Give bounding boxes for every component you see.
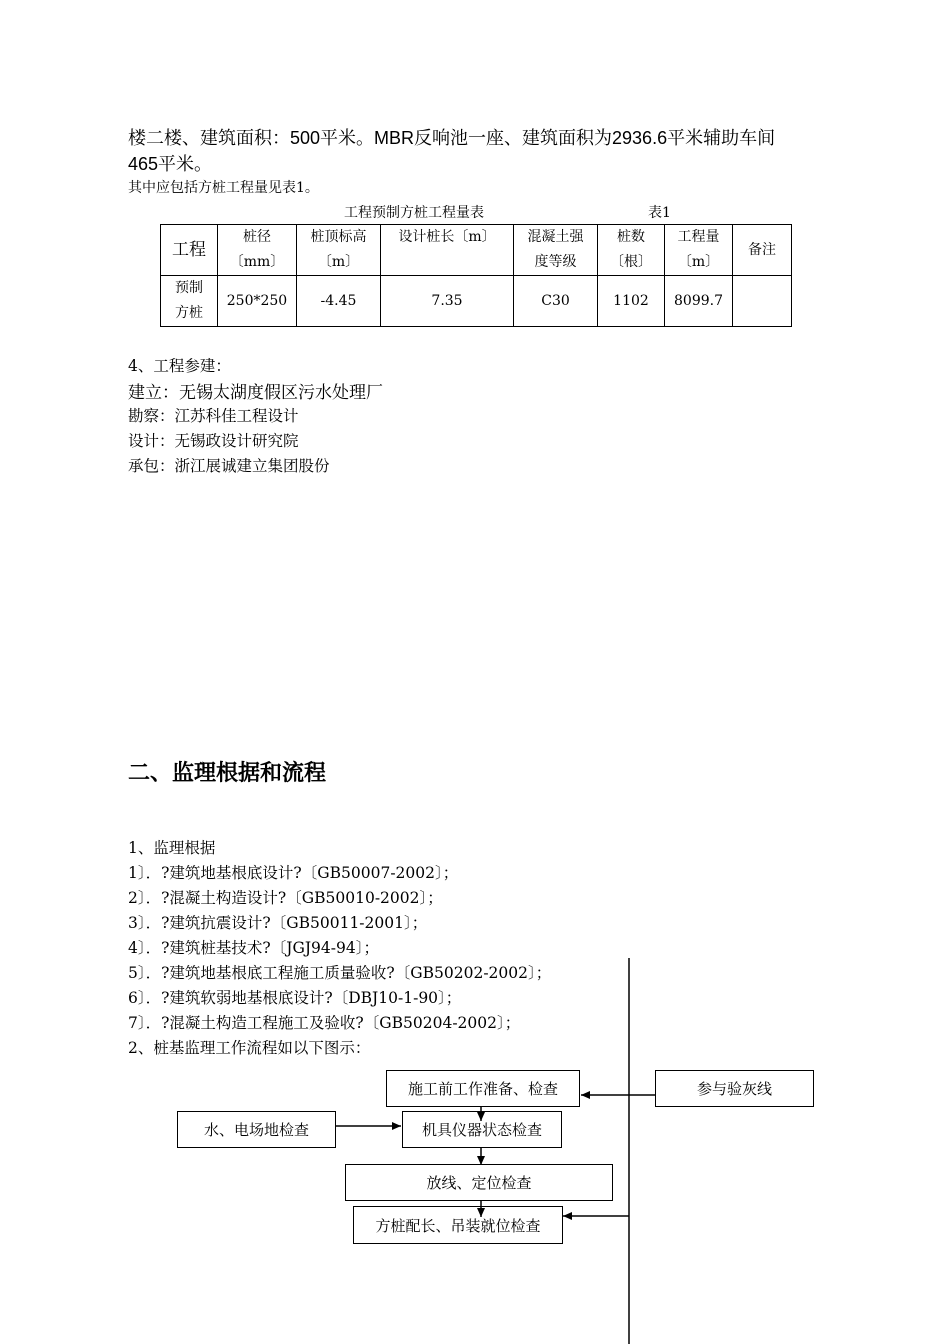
- flow-box-water: [177, 1111, 336, 1148]
- flow-box-join: [655, 1070, 814, 1107]
- intro-line-2: 465平米。: [128, 154, 213, 174]
- flow-box-setout: [345, 1164, 613, 1201]
- flow-box-machine-label: 机具仪器状态检查: [421, 1121, 542, 1139]
- header-cell: 工程量 〔m〕: [665, 225, 733, 276]
- flow-box-machine: [402, 1111, 562, 1148]
- party-survey: 勘察：江苏科佳工程设计: [128, 407, 299, 425]
- basis-item: 3〕．?建筑抗震设计?〔GB50011-2001〕；: [128, 914, 428, 932]
- table-caption: 工程预制方桩工程量表: [344, 205, 484, 221]
- concrete-cell: C30: [514, 276, 598, 327]
- basis-item: 4〕．?建筑桩基技术?〔JGJ94-94〕；: [128, 939, 379, 957]
- top-elev-cell: -4.45: [297, 276, 381, 327]
- header-cell: 桩顶标高 〔m〕: [297, 225, 381, 276]
- intro-line-1: 楼二楼、建筑面积：500平米。MBR反响池一座、建筑面积为2936.6平米辅助车间: [128, 128, 776, 148]
- party-design: 设计：无锡政设计研究院: [128, 432, 299, 450]
- basis-item: 6〕．?建筑软弱地基根底设计?〔DBJ10-1-90〕；: [128, 989, 462, 1007]
- basis-item: 1〕．?建筑地基根底设计?〔GB50007-2002〕；: [128, 864, 459, 882]
- header-cell: 混凝土强 度等级: [514, 225, 598, 276]
- flow-box-prep-label: 施工前工作准备、检查: [407, 1080, 558, 1098]
- party-contractor: 承包：浙江展诚建立集团股份: [128, 457, 330, 475]
- intro-line-3: 其中应包括方桩工程量见表1。: [128, 180, 319, 196]
- basis-item: 5〕．?建筑地基根底工程施工质量验收?〔GB50202-2002〕；: [128, 964, 552, 982]
- party-owner: 建立：无锡太湖度假区污水处理厂: [128, 383, 383, 403]
- basis-heading: 1、监理根据: [128, 839, 216, 857]
- flow-box-water-label: 水、电场地检查: [203, 1121, 309, 1139]
- length-cell: 7.35: [381, 276, 514, 327]
- flow-box-setout-label: 放线、定位检查: [426, 1174, 532, 1192]
- parties-heading: 4、工程参建：: [128, 357, 231, 375]
- flow-box-prep: [386, 1070, 580, 1107]
- flow-box-pile-label: 方桩配长、吊装就位检查: [375, 1216, 541, 1235]
- volume-cell: 8099.7: [665, 276, 733, 327]
- section-title: 二、监理根据和流程: [128, 761, 327, 786]
- header-cell: 工程: [161, 225, 218, 276]
- header-cell: 设计桩长〔m〕: [381, 225, 514, 276]
- flow-box-pile: [353, 1206, 563, 1244]
- flow-heading: 2、桩基监理工作流程如以下图示：: [128, 1039, 371, 1057]
- row-name-cell: 预制 方桩: [161, 276, 218, 327]
- diameter-cell: 250*250: [218, 276, 297, 327]
- flow-box-join-label: 参与验灰线: [696, 1080, 772, 1098]
- count-cell: 1102: [598, 276, 665, 327]
- header-cell: 备注: [733, 225, 792, 276]
- basis-item: 2〕．?混凝土构造设计?〔GB50010-2002〕；: [128, 889, 443, 907]
- header-cell: 桩径 〔mm〕: [218, 225, 297, 276]
- table-label: 表1: [648, 205, 671, 221]
- basis-item: 7〕．?混凝土构造工程施工及验收?〔GB50204-2002〕；: [128, 1014, 521, 1032]
- header-cell: 桩数 〔根〕: [598, 225, 665, 276]
